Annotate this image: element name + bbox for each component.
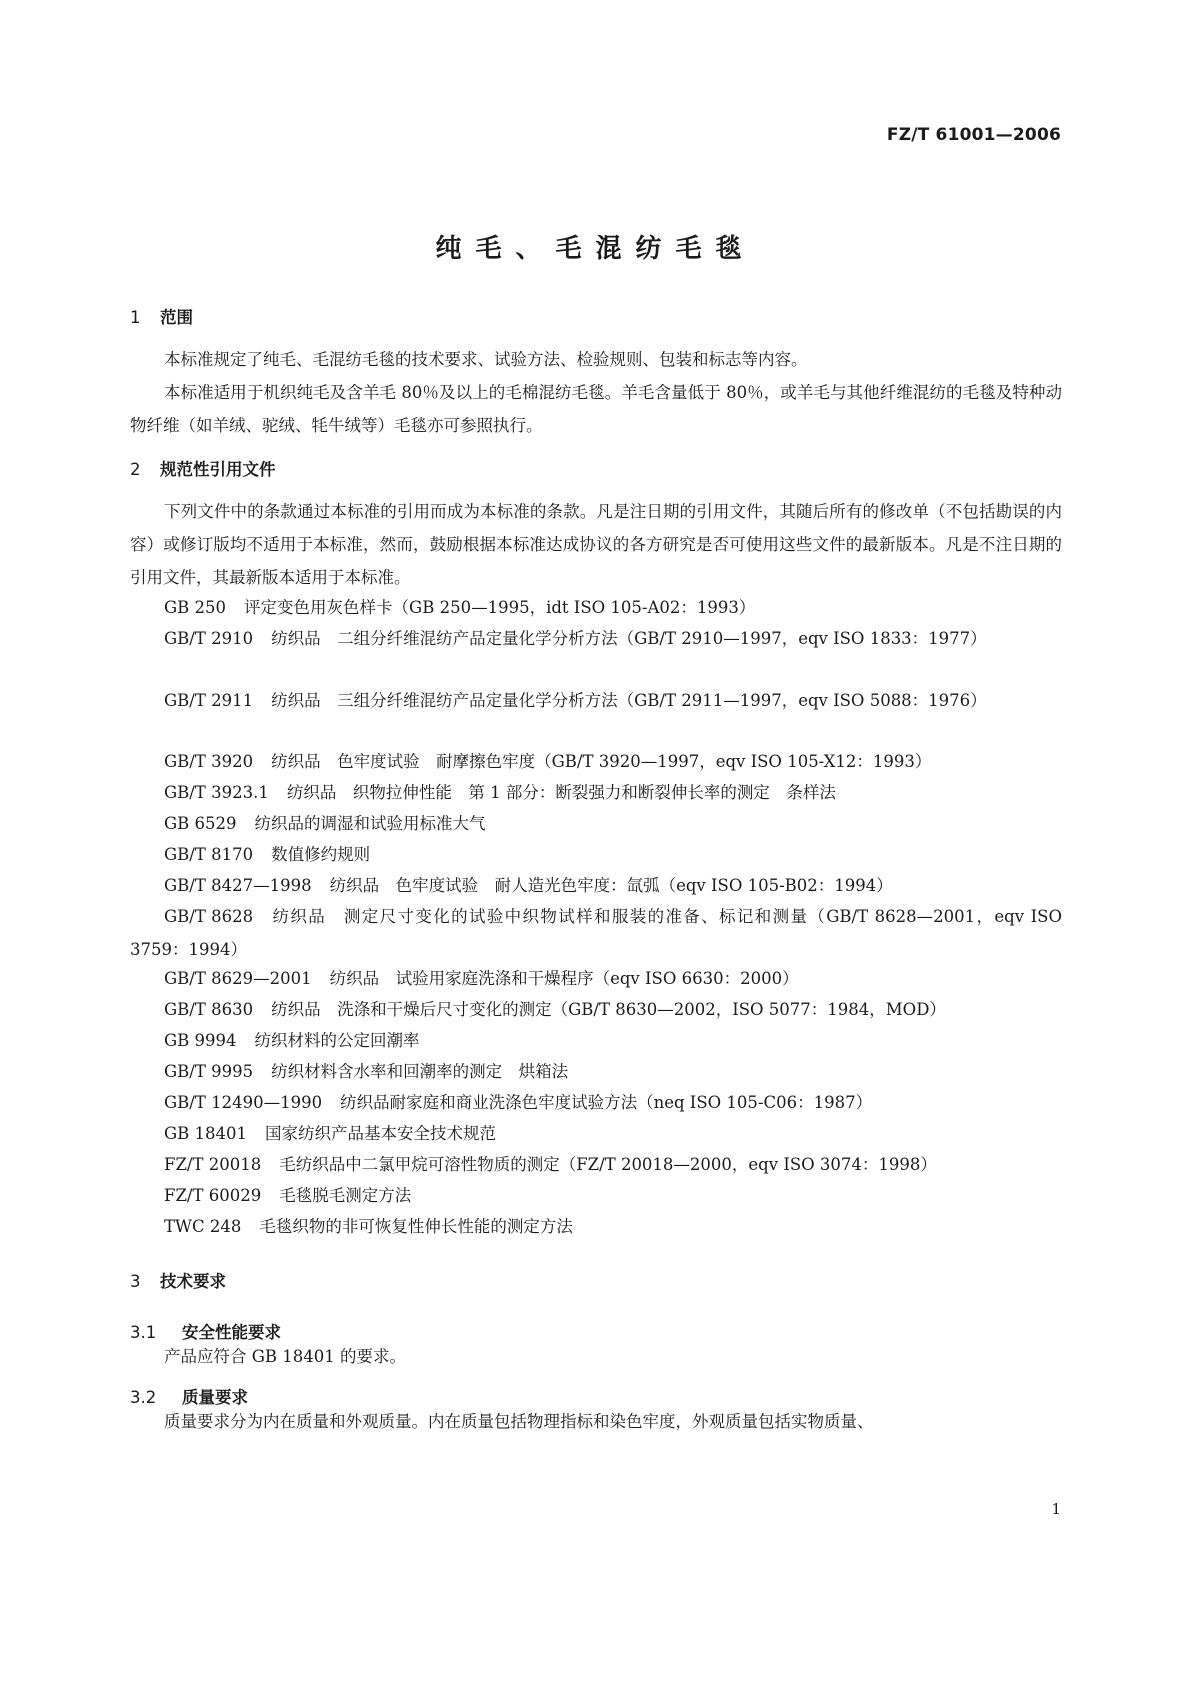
reference-item (130, 838, 1062, 871)
reference-code: GB/T 8427—1998 (164, 876, 312, 895)
reference-title: 纺织品的调湿和试验用标准大气 (254, 814, 486, 833)
reference-code: FZ/T 20018 (164, 1155, 262, 1174)
reference-item (130, 962, 1062, 995)
reference-title: 纺织材料含水率和回潮率的测定 烘箱法 (271, 1062, 569, 1081)
reference-code: GB/T 2910 (164, 629, 254, 648)
quality-requirement-text: 质量要求分为内在质量和外观质量。内在质量包括物理指标和染色牢度，外观质量包括实物质量、 (164, 1412, 874, 1431)
reference-code: GB/T 8630 (164, 1000, 254, 1019)
reference-title: 纺织品 洗涤和干燥后尺寸变化的测定（GB/T 8630—2002，ISO 5077：1984，MOD） (271, 1000, 946, 1019)
references-intro: 下列文件中的条款通过本标准的引用而成为本标准的条款。凡是注日期的引用文件，其随后所有的修改单（不包括勘误的内容）或修订版均不适用于本标准，然而，鼓励根据本标准达成协议的各方研究是否可使用这些文件的最新版本。凡是不注日期的引用文件，其最新版本适用于本标准。 (130, 502, 1062, 587)
reference-item (130, 1024, 1062, 1057)
reference-code: GB/T 9995 (164, 1062, 254, 1081)
section-title: 规范性引用文件 (160, 460, 276, 479)
reference-title: 纺织品 织物拉伸性能 第 1 部分：断裂强力和断裂伸长率的测定 条样法 (286, 783, 836, 802)
document-title: 纯毛、毛混纺毛毯 (435, 234, 756, 264)
reference-title: 毛纺织品中二氯甲烷可溶性物质的测定（FZ/T 20018—2000，eqv ISO 3074：1998） (279, 1155, 937, 1174)
reference-code: GB/T 8170 (164, 845, 254, 864)
reference-item (130, 869, 1062, 902)
section-number: 3 (130, 1272, 141, 1291)
section-1-heading (130, 304, 193, 328)
section-2-heading (130, 456, 276, 480)
reference-code: GB 18401 (164, 1124, 248, 1143)
reference-title: 数值修约规则 (271, 845, 371, 864)
reference-code: GB/T 2911 (164, 691, 254, 710)
reference-item (130, 684, 1062, 717)
reference-item (130, 591, 1062, 624)
reference-title: 纺织品 试验用家庭洗涤和干燥程序（eqv ISO 6630：2000） (329, 969, 799, 988)
reference-code: GB/T 8628 (164, 907, 254, 926)
reference-code: GB 6529 (164, 814, 237, 833)
section-3-heading (130, 1268, 226, 1292)
reference-item (130, 1148, 1062, 1181)
reference-title: 纺织品 测定尺寸变化的试验中织物试样和服装的准备、标记和测量（GB/T 8628—2001，eqv ISO 3759：1994） (130, 907, 1062, 959)
section-number: 1 (130, 308, 141, 327)
reference-item (130, 1179, 1062, 1212)
reference-title: 纺织材料的公定回潮率 (254, 1031, 420, 1050)
section-title: 技术要求 (160, 1272, 226, 1291)
page-number: 1 (1051, 1500, 1061, 1518)
section-number: 3.2 (130, 1388, 157, 1407)
reference-code: GB 9994 (164, 1031, 237, 1050)
section-title: 质量要求 (182, 1388, 248, 1407)
section-number: 2 (130, 460, 141, 479)
reference-code: TWC 248 (164, 1217, 242, 1236)
reference-item (130, 1117, 1062, 1150)
reference-title: 纺织品 色牢度试验 耐人造光色牢度：氙弧（eqv ISO 105-B02：1994） (329, 876, 893, 895)
reference-code: GB/T 3923.1 (164, 783, 269, 802)
reference-item (130, 1086, 1062, 1119)
reference-title: 国家纺织产品基本安全技术规范 (265, 1124, 497, 1143)
section-title: 安全性能要求 (182, 1323, 281, 1342)
reference-code: GB/T 3920 (164, 752, 254, 771)
reference-item (130, 745, 1062, 778)
reference-item (130, 622, 1062, 655)
reference-item (130, 993, 1062, 1026)
reference-code: FZ/T 60029 (164, 1186, 262, 1205)
section-title: 范围 (160, 308, 193, 327)
reference-item (130, 1210, 1062, 1243)
reference-item (130, 776, 1062, 809)
reference-title: 评定变色用灰色样卡（GB 250—1995，idt ISO 105-A02：1993） (244, 598, 756, 617)
reference-item (130, 807, 1062, 840)
reference-item (130, 1055, 1062, 1088)
safety-requirement-text: 产品应符合 GB 18401 的要求。 (164, 1347, 407, 1366)
scope-paragraph-1: 本标准规定了纯毛、毛混纺毛毯的技术要求、试验方法、检验规则、包装和标志等内容。 (164, 350, 808, 369)
reference-title: 纺织品 三组分纤维混纺产品定量化学分析方法（GB/T 2911—1997，eqv ISO 5088：1976） (271, 691, 987, 710)
reference-code: GB/T 8629—2001 (164, 969, 312, 988)
reference-title: 纺织品 二组分纤维混纺产品定量化学分析方法（GB/T 2910—1997，eqv ISO 1833：1977） (271, 629, 987, 648)
reference-code: GB 250 (164, 598, 227, 617)
reference-item (130, 900, 1062, 966)
reference-title: 纺织品 色牢度试验 耐摩擦色牢度（GB/T 3920—1997，eqv ISO 105-X12：1993） (271, 752, 932, 771)
section-number: 3.1 (130, 1323, 157, 1342)
reference-title: 毛毯织物的非可恢复性伸长性能的测定方法 (259, 1217, 573, 1236)
reference-title: 毛毯脱毛测定方法 (279, 1186, 412, 1205)
reference-title: 纺织品耐家庭和商业洗涤色牢度试验方法（neq ISO 105-C06：1987） (340, 1093, 873, 1112)
standard-code: FZ/T 61001—2006 (886, 125, 1061, 145)
reference-code: GB/T 12490—1990 (164, 1093, 323, 1112)
scope-paragraph-2: 本标准适用于机织纯毛及含羊毛 80％及以上的毛棉混纺毛毯。羊毛含量低于 80％，或羊毛与其他纤维混纺的毛毯及特种动物纤维（如羊绒、驼绒、牦牛绒等）毛毯亦可参照执行。 (130, 383, 1062, 435)
